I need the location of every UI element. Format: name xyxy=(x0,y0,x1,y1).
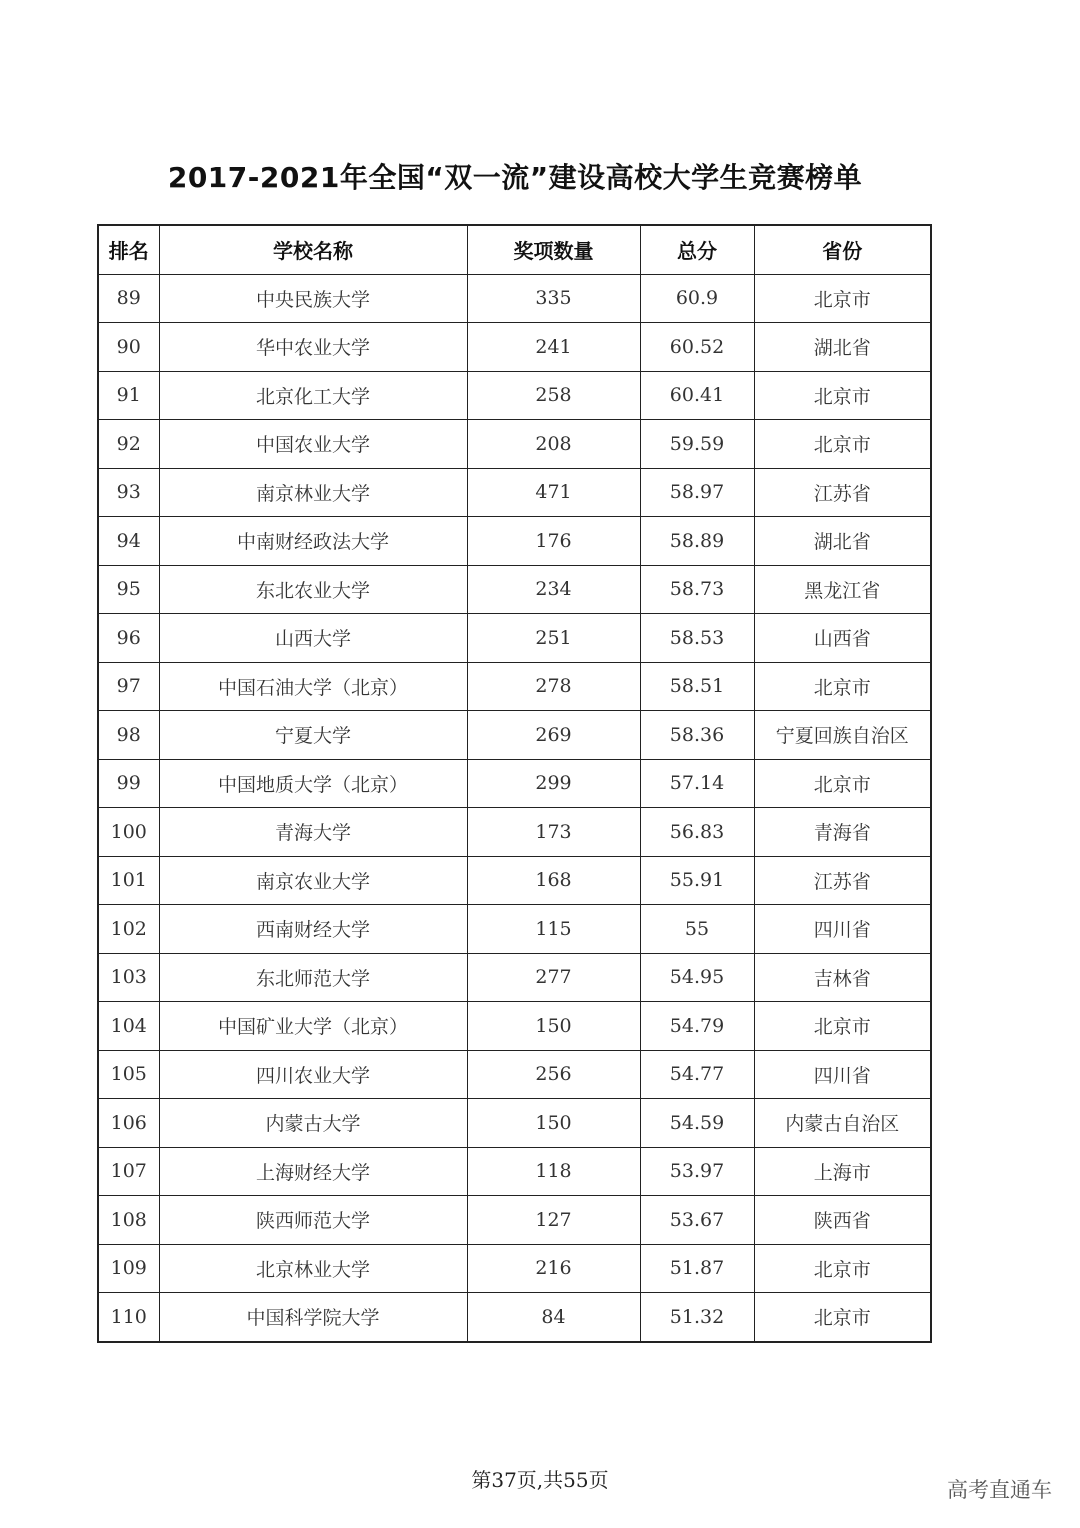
cell-total-score: 60.9 xyxy=(640,274,754,323)
cell-rank: 110 xyxy=(98,1293,159,1342)
cell-total-score: 58.73 xyxy=(640,565,754,614)
cell-total-score: 55 xyxy=(640,905,754,954)
cell-rank: 103 xyxy=(98,953,159,1002)
cell-school-name: 中国矿业大学（北京） xyxy=(159,1002,467,1051)
cell-province: 四川省 xyxy=(754,905,931,954)
cell-total-score: 53.67 xyxy=(640,1196,754,1245)
table-row xyxy=(98,662,931,711)
cell-school-name: 北京林业大学 xyxy=(159,1244,467,1293)
cell-school-name: 中国科学院大学 xyxy=(159,1293,467,1342)
cell-total-score: 58.89 xyxy=(640,517,754,566)
table-row xyxy=(98,808,931,857)
cell-rank: 109 xyxy=(98,1244,159,1293)
cell-total-score: 54.77 xyxy=(640,1050,754,1099)
cell-rank: 107 xyxy=(98,1147,159,1196)
cell-province: 北京市 xyxy=(754,759,931,808)
cell-rank: 89 xyxy=(98,274,159,323)
table-row xyxy=(98,371,931,420)
cell-school-name: 上海财经大学 xyxy=(159,1147,467,1196)
cell-award-count: 216 xyxy=(467,1244,640,1293)
cell-school-name: 中国地质大学（北京） xyxy=(159,759,467,808)
cell-award-count: 471 xyxy=(467,468,640,517)
cell-rank: 96 xyxy=(98,614,159,663)
cell-rank: 98 xyxy=(98,711,159,760)
cell-award-count: 118 xyxy=(467,1147,640,1196)
cell-province: 宁夏回族自治区 xyxy=(754,711,931,760)
header-total-score: 总分 xyxy=(640,225,754,274)
cell-province: 内蒙古自治区 xyxy=(754,1099,931,1148)
cell-total-score: 60.41 xyxy=(640,371,754,420)
cell-award-count: 150 xyxy=(467,1099,640,1148)
cell-total-score: 51.87 xyxy=(640,1244,754,1293)
cell-school-name: 中国农业大学 xyxy=(159,420,467,469)
cell-award-count: 278 xyxy=(467,662,640,711)
cell-province: 上海市 xyxy=(754,1147,931,1196)
table-row xyxy=(98,565,931,614)
cell-province: 湖北省 xyxy=(754,517,931,566)
header-province: 省份 xyxy=(754,225,931,274)
table-body xyxy=(98,274,931,1342)
table-row xyxy=(98,1099,931,1148)
cell-rank: 106 xyxy=(98,1099,159,1148)
cell-rank: 94 xyxy=(98,517,159,566)
cell-school-name: 东北农业大学 xyxy=(159,565,467,614)
cell-award-count: 208 xyxy=(467,420,640,469)
cell-rank: 93 xyxy=(98,468,159,517)
table-row xyxy=(98,468,931,517)
table-row xyxy=(98,517,931,566)
table-row xyxy=(98,953,931,1002)
cell-province: 北京市 xyxy=(754,274,931,323)
ranking-table xyxy=(97,224,932,1343)
cell-rank: 104 xyxy=(98,1002,159,1051)
cell-award-count: 127 xyxy=(467,1196,640,1245)
cell-school-name: 北京化工大学 xyxy=(159,371,467,420)
table-row xyxy=(98,1050,931,1099)
cell-school-name: 山西大学 xyxy=(159,614,467,663)
cell-award-count: 176 xyxy=(467,517,640,566)
cell-school-name: 华中农业大学 xyxy=(159,323,467,372)
table-row xyxy=(98,1293,931,1342)
cell-school-name: 陕西师范大学 xyxy=(159,1196,467,1245)
table-row xyxy=(98,614,931,663)
cell-school-name: 中国石油大学（北京） xyxy=(159,662,467,711)
cell-province: 江苏省 xyxy=(754,468,931,517)
cell-rank: 91 xyxy=(98,371,159,420)
cell-rank: 99 xyxy=(98,759,159,808)
cell-rank: 102 xyxy=(98,905,159,954)
cell-rank: 108 xyxy=(98,1196,159,1245)
cell-province: 青海省 xyxy=(754,808,931,857)
cell-province: 四川省 xyxy=(754,1050,931,1099)
cell-rank: 95 xyxy=(98,565,159,614)
cell-province: 北京市 xyxy=(754,1293,931,1342)
cell-school-name: 宁夏大学 xyxy=(159,711,467,760)
cell-total-score: 58.97 xyxy=(640,468,754,517)
cell-award-count: 84 xyxy=(467,1293,640,1342)
cell-award-count: 277 xyxy=(467,953,640,1002)
cell-province: 北京市 xyxy=(754,1244,931,1293)
cell-total-score: 60.52 xyxy=(640,323,754,372)
header-school-name: 学校名称 xyxy=(159,225,467,274)
cell-award-count: 173 xyxy=(467,808,640,857)
table-row xyxy=(98,1196,931,1245)
cell-province: 北京市 xyxy=(754,662,931,711)
cell-award-count: 335 xyxy=(467,274,640,323)
cell-award-count: 234 xyxy=(467,565,640,614)
cell-rank: 105 xyxy=(98,1050,159,1099)
cell-total-score: 53.97 xyxy=(640,1147,754,1196)
cell-school-name: 南京农业大学 xyxy=(159,856,467,905)
watermark: 高考直通车 xyxy=(947,1478,1052,1502)
cell-school-name: 西南财经大学 xyxy=(159,905,467,954)
cell-province: 江苏省 xyxy=(754,856,931,905)
cell-award-count: 269 xyxy=(467,711,640,760)
cell-school-name: 南京林业大学 xyxy=(159,468,467,517)
page-number: 第37页,共55页 xyxy=(471,1468,609,1492)
cell-province: 北京市 xyxy=(754,420,931,469)
cell-award-count: 251 xyxy=(467,614,640,663)
cell-total-score: 58.36 xyxy=(640,711,754,760)
cell-province: 北京市 xyxy=(754,371,931,420)
cell-school-name: 青海大学 xyxy=(159,808,467,857)
cell-rank: 97 xyxy=(98,662,159,711)
cell-province: 湖北省 xyxy=(754,323,931,372)
header-rank: 排名 xyxy=(98,225,159,274)
cell-school-name: 中央民族大学 xyxy=(159,274,467,323)
cell-total-score: 59.59 xyxy=(640,420,754,469)
table-row xyxy=(98,711,931,760)
page-title: 2017-2021年全国“双一流”建设高校大学生竞赛榜单 xyxy=(167,161,863,194)
cell-total-score: 51.32 xyxy=(640,1293,754,1342)
cell-award-count: 299 xyxy=(467,759,640,808)
table-row xyxy=(98,856,931,905)
cell-province: 北京市 xyxy=(754,1002,931,1051)
cell-total-score: 54.79 xyxy=(640,1002,754,1051)
cell-award-count: 241 xyxy=(467,323,640,372)
cell-total-score: 55.91 xyxy=(640,856,754,905)
cell-rank: 100 xyxy=(98,808,159,857)
table-row xyxy=(98,1147,931,1196)
cell-award-count: 115 xyxy=(467,905,640,954)
cell-total-score: 58.53 xyxy=(640,614,754,663)
table-header-row xyxy=(98,225,931,274)
cell-total-score: 54.59 xyxy=(640,1099,754,1148)
table-row xyxy=(98,420,931,469)
cell-award-count: 258 xyxy=(467,371,640,420)
cell-province: 吉林省 xyxy=(754,953,931,1002)
cell-total-score: 57.14 xyxy=(640,759,754,808)
cell-total-score: 56.83 xyxy=(640,808,754,857)
cell-province: 黑龙江省 xyxy=(754,565,931,614)
header-award-count: 奖项数量 xyxy=(467,225,640,274)
table-row xyxy=(98,323,931,372)
cell-award-count: 256 xyxy=(467,1050,640,1099)
cell-total-score: 58.51 xyxy=(640,662,754,711)
cell-school-name: 中南财经政法大学 xyxy=(159,517,467,566)
cell-total-score: 54.95 xyxy=(640,953,754,1002)
table-row xyxy=(98,759,931,808)
table-row xyxy=(98,274,931,323)
table-row xyxy=(98,1244,931,1293)
cell-award-count: 168 xyxy=(467,856,640,905)
table-row xyxy=(98,1002,931,1051)
cell-province: 山西省 xyxy=(754,614,931,663)
cell-school-name: 四川农业大学 xyxy=(159,1050,467,1099)
cell-school-name: 内蒙古大学 xyxy=(159,1099,467,1148)
cell-rank: 101 xyxy=(98,856,159,905)
cell-province: 陕西省 xyxy=(754,1196,931,1245)
cell-rank: 92 xyxy=(98,420,159,469)
cell-school-name: 东北师范大学 xyxy=(159,953,467,1002)
table-row xyxy=(98,905,931,954)
cell-rank: 90 xyxy=(98,323,159,372)
cell-award-count: 150 xyxy=(467,1002,640,1051)
